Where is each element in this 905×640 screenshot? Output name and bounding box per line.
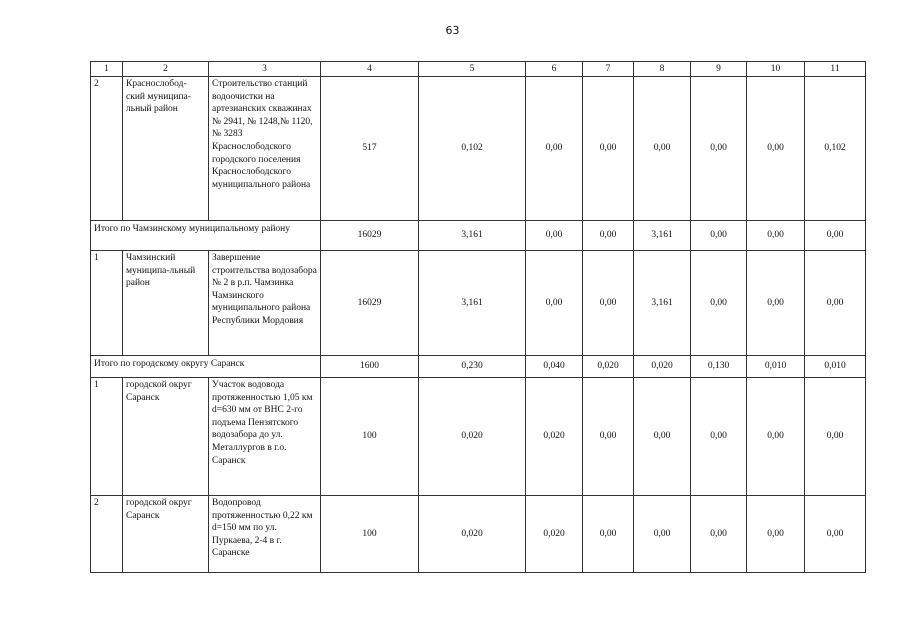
value-cell: 0,00 <box>691 77 747 221</box>
value-cell: 0,020 <box>419 378 526 496</box>
object-cell: Строительство станций водоочистки на артезианских скважинах № 2941, № 1248,№ 1120, № 3283 Краснослободского городского поселения Краснослободского муниципального района <box>209 77 321 221</box>
row-number: 1 <box>91 251 123 356</box>
object-cell: Завершение строительства водозабора № 2 в р.п. Чамзинка Чамзинского муниципального района Республики Мордовия <box>209 251 321 356</box>
value-cell: 0,020 <box>526 496 583 573</box>
value-cell: 0,020 <box>419 496 526 573</box>
value-cell: 0,00 <box>691 221 747 251</box>
table-row <box>91 251 866 356</box>
column-header: 7 <box>583 62 634 77</box>
table-row <box>91 378 866 496</box>
column-header: 6 <box>526 62 583 77</box>
column-header: 11 <box>805 62 866 77</box>
value-cell: 0,00 <box>526 251 583 356</box>
column-numbers-row <box>91 62 866 77</box>
object-cell: Водопровод протяженностью 0,22 км d=150 мм по ул. Пуркаева, 2-4 в г. Саранске <box>209 496 321 573</box>
column-header: 3 <box>209 62 321 77</box>
district-cell: городской округ Саранск <box>123 378 209 496</box>
value-cell: 0,00 <box>583 378 634 496</box>
value-cell: 0,020 <box>583 356 634 378</box>
page-number: 63 <box>445 24 460 37</box>
total-label: Итого по Чамзинскому муниципальному району <box>91 221 321 251</box>
value-cell: 0,00 <box>747 77 805 221</box>
value-cell: 0,00 <box>805 496 866 573</box>
value-cell: 0,00 <box>805 251 866 356</box>
total-row <box>91 221 866 251</box>
value-cell: 100 <box>321 496 419 573</box>
column-header: 2 <box>123 62 209 77</box>
column-header: 10 <box>747 62 805 77</box>
value-cell: 0,00 <box>634 378 691 496</box>
value-cell: 0,00 <box>747 378 805 496</box>
value-cell: 0,102 <box>419 77 526 221</box>
value-cell: 0,00 <box>805 221 866 251</box>
value-cell: 0,00 <box>634 77 691 221</box>
value-cell: 0,00 <box>805 378 866 496</box>
value-cell: 0,00 <box>583 77 634 221</box>
value-cell: 0,00 <box>583 251 634 356</box>
value-cell: 0,040 <box>526 356 583 378</box>
value-cell: 3,161 <box>419 251 526 356</box>
value-cell: 0,020 <box>634 356 691 378</box>
district-cell: городской округ Саранск <box>123 496 209 573</box>
row-number: 2 <box>91 496 123 573</box>
value-cell: 3,161 <box>634 251 691 356</box>
value-cell: 0,00 <box>747 251 805 356</box>
total-label: Итого по городскому округу Саранск <box>91 356 321 378</box>
financing-table <box>90 61 866 573</box>
value-cell: 0,102 <box>805 77 866 221</box>
row-number: 1 <box>91 378 123 496</box>
value-cell: 16029 <box>321 251 419 356</box>
value-cell: 16029 <box>321 221 419 251</box>
value-cell: 0,00 <box>583 496 634 573</box>
total-row <box>91 356 866 378</box>
value-cell: 0,010 <box>805 356 866 378</box>
value-cell: 0,00 <box>691 251 747 356</box>
column-header: 9 <box>691 62 747 77</box>
value-cell: 0,010 <box>747 356 805 378</box>
value-cell: 517 <box>321 77 419 221</box>
row-number: 2 <box>91 77 123 221</box>
value-cell: 3,161 <box>419 221 526 251</box>
value-cell: 0,130 <box>691 356 747 378</box>
value-cell: 0,00 <box>634 496 691 573</box>
value-cell: 0,00 <box>526 221 583 251</box>
district-cell: Чамзинский муниципа-льный район <box>123 251 209 356</box>
value-cell: 0,00 <box>526 77 583 221</box>
column-header: 5 <box>419 62 526 77</box>
table-row <box>91 77 866 221</box>
value-cell: 100 <box>321 378 419 496</box>
column-header: 4 <box>321 62 419 77</box>
value-cell: 1600 <box>321 356 419 378</box>
value-cell: 0,00 <box>691 378 747 496</box>
value-cell: 0,230 <box>419 356 526 378</box>
value-cell: 0,00 <box>747 496 805 573</box>
value-cell: 0,020 <box>526 378 583 496</box>
district-cell: Краснослобод-ский муниципа-льный район <box>123 77 209 221</box>
column-header: 8 <box>634 62 691 77</box>
value-cell: 0,00 <box>747 221 805 251</box>
value-cell: 0,00 <box>691 496 747 573</box>
object-cell: Участок водовода протяженностью 1,05 км d=630 мм от ВНС 2-го подъема Пензятского водозабора до ул. Металлургов в г.о. Саранск <box>209 378 321 496</box>
table-row <box>91 496 866 573</box>
value-cell: 3,161 <box>634 221 691 251</box>
value-cell: 0,00 <box>583 221 634 251</box>
column-header: 1 <box>91 62 123 77</box>
